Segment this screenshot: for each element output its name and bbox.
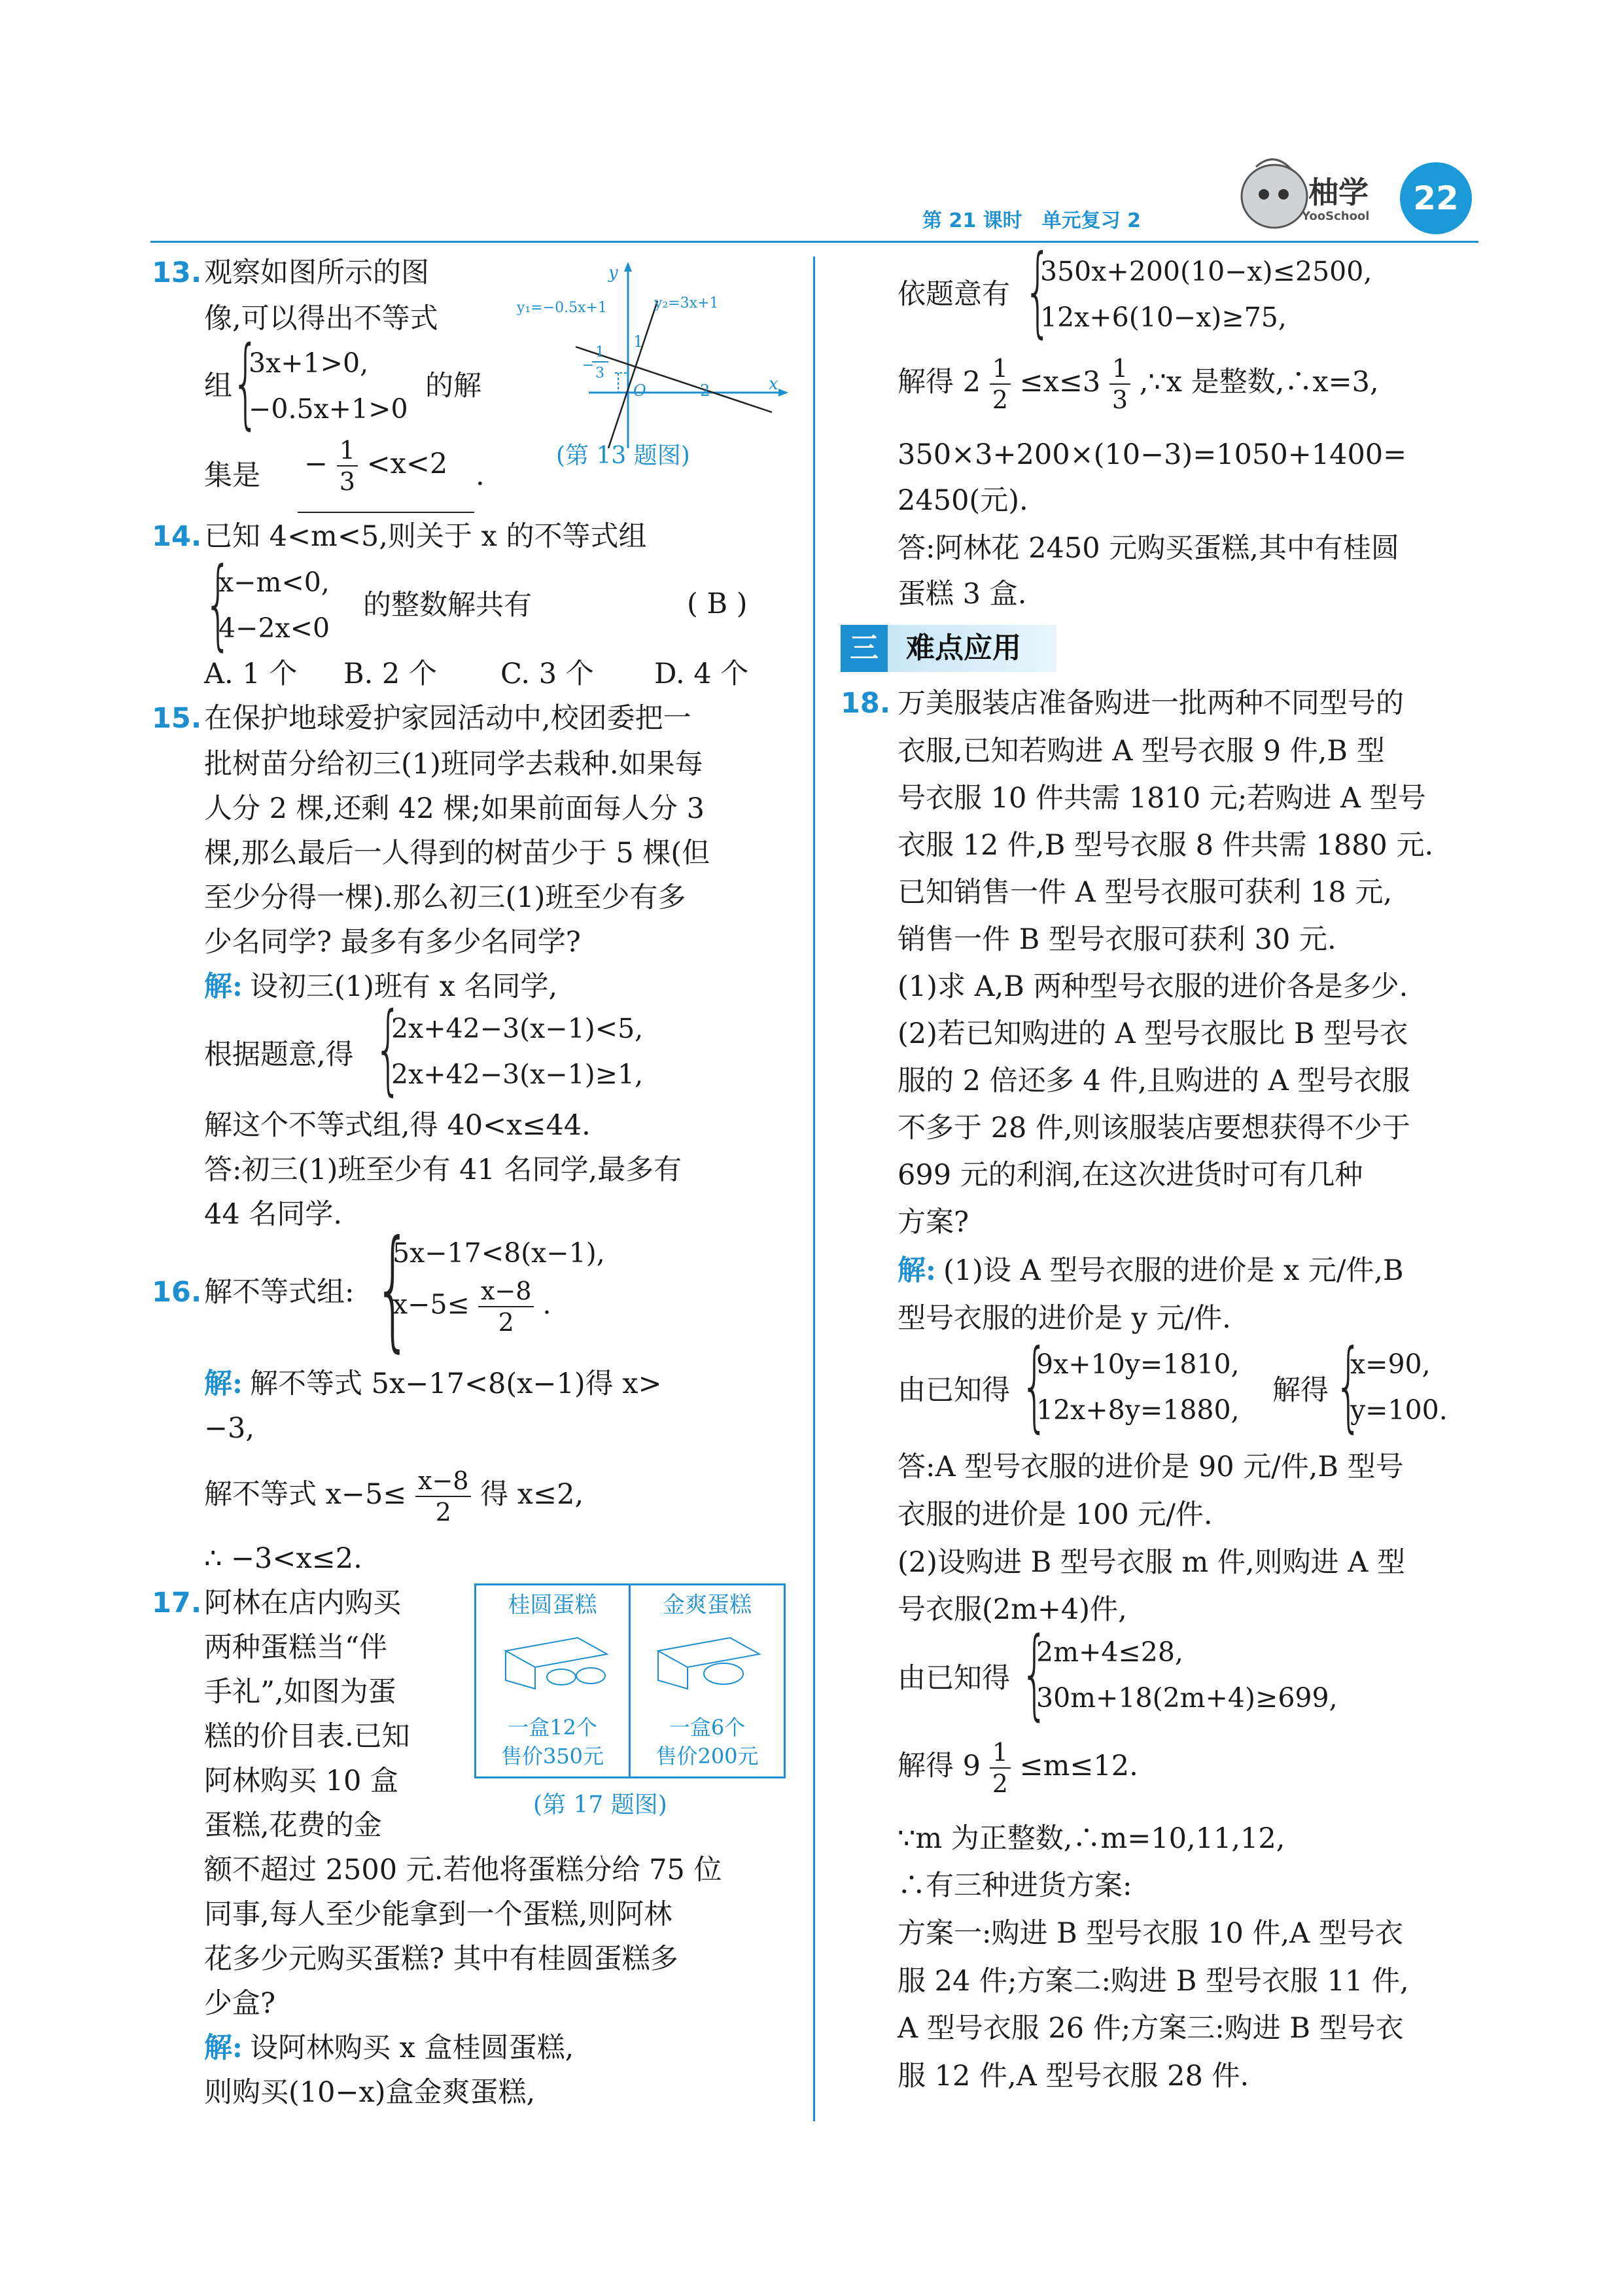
option-a: A. 1 个 <box>204 658 298 690</box>
question-text: 少盒? <box>204 1987 276 2020</box>
solution-text: 衣服的进价是 100 元/件. <box>898 1498 1213 1531</box>
fraction: $\frac{1}{2}$ <box>990 353 1011 415</box>
question-text: 花多少元购买蛋糕? 其中有桂圆蛋糕多 <box>204 1943 678 1975</box>
question-text: 方案? <box>898 1206 969 1239</box>
brace: { <box>1021 1329 1049 1443</box>
question-text: 糕的价目表.已知 <box>204 1720 410 1753</box>
question-text: 万美服装店准备购进一批两种不同型号的 <box>898 687 1404 720</box>
question-text: 两种蛋糕当“伴 <box>204 1631 387 1664</box>
system-line: x=90, <box>1350 1349 1431 1380</box>
brace: { <box>232 326 260 440</box>
brace: { <box>1335 1329 1363 1443</box>
x-axis-label: x <box>769 374 778 394</box>
system-line: 9x+10y=1810, <box>1036 1349 1240 1380</box>
brace: { <box>374 1212 412 1365</box>
option-b: B. 2 个 <box>343 658 437 690</box>
system-line: 2m+4≤28, <box>1036 1636 1183 1668</box>
solution-label: 解: <box>204 1368 243 1400</box>
solution-text: 2450(元). <box>898 484 1028 517</box>
system-line: −0.5x+1>0 <box>249 393 408 425</box>
solution-text: 服 12 件,A 型号衣服 28 件. <box>898 2060 1249 2093</box>
system-line: x−5≤ $\frac{x-8}{2}$ . <box>393 1277 551 1337</box>
cake-price: 售价350元 <box>500 1744 604 1769</box>
brace: { <box>1024 234 1052 348</box>
solution-text: 解得 9 $\frac{1}{2}$ ≤m≤12. <box>898 1738 1138 1798</box>
system-line: 12x+6(10−x)≥75, <box>1040 302 1287 333</box>
question-text: 在保护地球爱护家园活动中,校团委把一 <box>204 702 691 735</box>
fraction: $\frac{1}{3}$ <box>1109 353 1130 415</box>
question-text: 至少分得一棵).那么初三(1)班至少有多 <box>204 881 686 914</box>
column-divider <box>813 256 815 2121</box>
solution-text: ∴ −3<x≤2. <box>204 1542 362 1575</box>
solution-text: 由已知得 <box>898 1662 1010 1695</box>
solution-text: (1)设 A 型号衣服的进价是 x 元/件,B <box>943 1254 1404 1287</box>
solution-text: 解得 <box>1272 1374 1329 1407</box>
answer-text: <x<2 <box>366 448 448 480</box>
question-text: 组 <box>204 370 232 402</box>
system-line: x−m<0, <box>218 567 330 598</box>
question-number: 13. <box>152 256 202 289</box>
origin-label: O <box>633 381 646 400</box>
solution-label: 解: <box>204 970 243 1003</box>
question-text: 同事,每人至少能拿到一个蛋糕,则阿林 <box>204 1898 672 1931</box>
solution-text: 根据题意,得 <box>204 1038 354 1071</box>
solution-text: 设阿林购买 x 盒桂圆蛋糕, <box>250 2032 574 2064</box>
solution-text: 型号衣服的进价是 y 元/件. <box>898 1302 1231 1335</box>
cake-price: 售价200元 <box>655 1744 759 1769</box>
system-line: 3x+1>0, <box>249 347 369 379</box>
system-line: 2x+42−3(x−1)<5, <box>391 1013 644 1044</box>
system-line: 30m+18(2m+4)≥699, <box>1036 1682 1338 1714</box>
question-text: 服的 2 倍还多 4 件,且购进的 A 型号衣服 <box>898 1065 1410 1097</box>
question-text: 人分 2 棵,还剩 42 棵;如果前面每人分 3 <box>204 792 705 825</box>
solution-text: 依题意有 <box>898 278 1010 311</box>
option-c: C. 3 个 <box>500 658 594 690</box>
brace: { <box>204 547 232 661</box>
solution-text: 解这个不等式组,得 40<x≤44. <box>204 1109 591 1142</box>
question-text: 已知销售一件 A 型号衣服可获利 18 元, <box>898 876 1393 909</box>
system-line: y=100. <box>1350 1394 1448 1426</box>
cake-count: 一盒12个 <box>508 1715 597 1740</box>
system-line: 4−2x<0 <box>218 612 330 644</box>
question-number: 18. <box>841 687 891 720</box>
section-title: 难点应用 <box>906 631 1021 665</box>
brand-name: 柚学 <box>1308 175 1369 210</box>
solution-label: 解: <box>898 1254 936 1287</box>
solution-text: ∴有三种进货方案: <box>898 1869 1132 1902</box>
period: . <box>476 459 485 492</box>
solution-text: 解得 2 $\frac{1}{2}$ ≤x≤3 $\frac{1}{3}$ ,∵x 是整数,∴x=3, <box>898 354 1379 414</box>
cake-count: 一盒6个 <box>669 1715 746 1740</box>
figure-caption: (第 13 题图) <box>556 442 690 469</box>
system-line: 5x−17<8(x−1), <box>393 1237 605 1269</box>
section-badge: 三 <box>841 625 888 672</box>
brace: { <box>374 992 402 1106</box>
question-number: 14. <box>152 520 202 553</box>
y1-label: y₁=−0.5x+1 <box>517 300 607 316</box>
question-text: 观察如图所示的图 <box>204 256 429 289</box>
question-text: 销售一件 B 型号衣服可获利 30 元. <box>898 923 1336 956</box>
solution-text: 解不等式 5x−17<8(x−1)得 x> <box>250 1368 662 1400</box>
solution-text: 方案一:购进 B 型号衣服 10 件,A 型号衣 <box>898 1917 1403 1950</box>
fraction: $\frac{1}{2}$ <box>990 1737 1011 1799</box>
question-text: 批树苗分给初三(1)班同学去栽种.如果每 <box>204 748 703 781</box>
function-graph <box>517 258 792 461</box>
question-text: 号衣服 10 件共需 1810 元;若购进 A 型号 <box>898 782 1426 815</box>
cake-box-icon <box>652 1631 763 1690</box>
tick-third-den: 3 <box>595 365 604 381</box>
answer-underline <box>298 512 474 513</box>
question-text: 已知 4<m<5,则关于 x 的不等式组 <box>204 520 647 553</box>
question-text: 手礼”,如图为蛋 <box>204 1676 396 1708</box>
question-text: 额不超过 2500 元.若他将蛋糕分给 75 位 <box>204 1854 722 1886</box>
solution-text: 号衣服(2m+4)件, <box>898 1593 1127 1626</box>
question-text: (2)若已知购进的 A 型号衣服比 B 型号衣 <box>898 1017 1408 1050</box>
question-text: 像,可以得出不等式 <box>204 302 438 335</box>
tick-2: 2 <box>700 381 710 400</box>
system-line: 12x+8y=1880, <box>1036 1394 1240 1426</box>
question-text: (1)求 A,B 两种型号衣服的进价各是多少. <box>898 970 1408 1003</box>
price-table <box>474 1583 786 1778</box>
brand-en: YooSchool <box>1302 209 1370 223</box>
cake-box-icon <box>499 1631 610 1690</box>
option-d: D. 4 个 <box>654 658 749 690</box>
question-text: 阿林购买 10 盒 <box>204 1765 399 1797</box>
question-number: 16. <box>152 1276 202 1309</box>
question-text: 棵,那么最后一人得到的树苗少于 5 棵(但 <box>204 837 710 870</box>
question-number: 15. <box>152 702 202 735</box>
solution-text: A 型号衣服 26 件;方案三:购进 B 型号衣 <box>898 2012 1404 2045</box>
solution-text: 设初三(1)班有 x 名同学, <box>250 970 558 1003</box>
solution-text: 答:阿林花 2450 元购买蛋糕,其中有桂圆 <box>898 532 1399 565</box>
question-text: 不多于 28 件,则该服装店要想获得不少于 <box>898 1112 1410 1144</box>
y-axis-label: y <box>608 263 618 283</box>
solution-text: 蛋糕 3 盒. <box>898 578 1027 610</box>
section-title: 第 21 课时 单元复习 2 <box>922 209 1141 232</box>
page-number: 22 <box>1400 162 1472 234</box>
system-line: 350x+200(10−x)≤2500, <box>1040 256 1372 287</box>
answer <box>304 435 447 497</box>
solution-text: 答:初三(1)班至少有 41 名同学,最多有 <box>204 1154 682 1186</box>
tick-third-num: 1 <box>595 344 604 361</box>
figure-caption: (第 17 题图) <box>533 1792 667 1818</box>
tick-1: 1 <box>633 332 644 351</box>
question-text: 集是 <box>204 459 260 492</box>
question-text: 蛋糕,花费的金 <box>204 1809 382 1842</box>
solution-text: −3, <box>204 1412 255 1445</box>
question-text: 的解 <box>425 370 481 402</box>
solution-text: 服 24 件;方案二:购进 B 型号衣服 11 件, <box>898 1965 1409 1998</box>
header-rule <box>150 241 1478 243</box>
question-text: 衣服,已知若购进 A 型号衣服 9 件,B 型 <box>898 735 1385 768</box>
cake-name: 桂圆蛋糕 <box>508 1592 597 1618</box>
question-text: 阿林在店内购买 <box>204 1587 401 1619</box>
question-number: 17. <box>152 1587 202 1619</box>
question-text: 699 元的利润,在这次进货时可有几种 <box>898 1159 1363 1192</box>
solution-text: 350×3+200×(10−3)=1050+1400= <box>898 438 1407 471</box>
solution-text: ∵m 为正整数,∴m=10,11,12, <box>898 1822 1285 1855</box>
solution-text: 则购买(10−x)盒金爽蛋糕, <box>204 2076 536 2109</box>
fraction: $\frac{x-8}{2}$ <box>478 1276 534 1337</box>
solution-text: 由已知得 <box>898 1374 1010 1407</box>
solution-text: 44 名同学. <box>204 1198 343 1231</box>
solution-text: 答:A 型号衣服的进价是 90 元/件,B 型号 <box>898 1451 1404 1483</box>
question-text: 解不等式组: <box>204 1276 355 1309</box>
question-text: 少名同学? 最多有多少名同学? <box>204 926 581 959</box>
question-text: 衣服 12 件,B 型号衣服 8 件共需 1880 元. <box>898 829 1434 862</box>
y2-label: y₂=3x+1 <box>654 295 719 311</box>
tick-sign: − <box>582 357 595 374</box>
fraction: $\frac{1}{3}$ <box>337 435 358 497</box>
solution-text: 解不等式 x−5≤ $\frac{x-8}{2}$ 得 x≤2, <box>204 1466 584 1527</box>
question-text: 的整数解共有 <box>363 589 532 622</box>
answer-choice: ( B ) <box>687 588 748 620</box>
answer-sign: − <box>304 448 328 480</box>
fraction: $\frac{x-8}{2}$ <box>415 1466 471 1527</box>
solution-text: (2)设购进 B 型号衣服 m 件,则购进 A 型 <box>898 1546 1406 1579</box>
cake-name: 金爽蛋糕 <box>663 1592 752 1618</box>
solution-label: 解: <box>204 2032 243 2064</box>
brace: { <box>1021 1617 1049 1731</box>
system-line: 2x+42−3(x−1)≥1, <box>391 1059 644 1090</box>
